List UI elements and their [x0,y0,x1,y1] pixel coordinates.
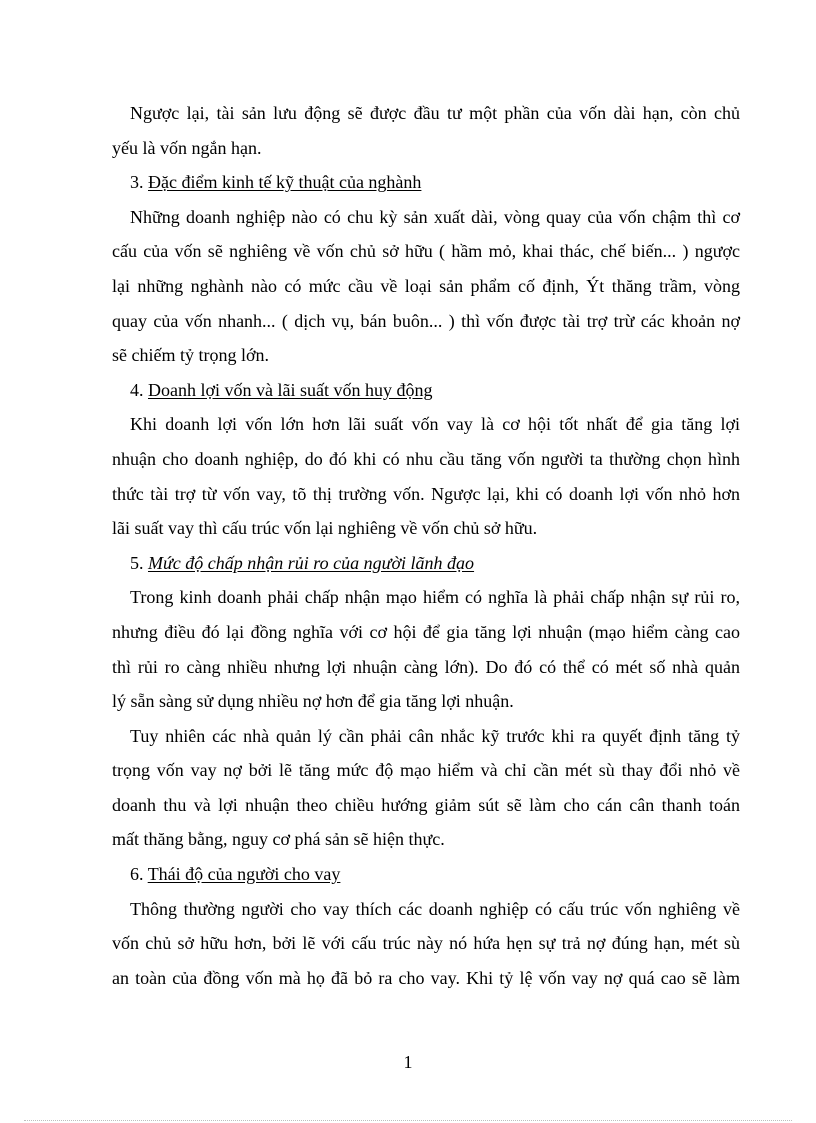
paragraph-line: lãi suất vay thì cấu trúc vốn lại nghiêng về vốn chủ sở hữu. [112,518,538,539]
section-heading-number: 6. [130,864,144,885]
paragraph-line: yếu là vốn ngắn hạn. [112,137,262,158]
document-body [112,96,740,995]
section-heading-number: 3. [130,172,144,193]
section-heading [112,857,740,892]
paragraph-line: trọng vốn vay nợ bởi lẽ tăng mức độ mạo hiểm và chỉ cần mét sù thay đổi nhỏ về [112,760,740,781]
section-heading-title: Doanh lợi vốn và lãi suất vốn huy động [148,379,433,400]
section-heading [112,546,740,581]
paragraph-line: an toàn của đồng vốn mà họ đã bỏ ra cho vay. Khi tỷ lệ vốn vay nợ quá cao sẽ làm [112,967,740,988]
section-heading [112,373,740,408]
paragraph-line: cấu của vốn sẽ nghiêng về vốn chủ sở hữu ( hầm mỏ, khai thác, chế biến... ) ngược [112,241,740,262]
section-heading-title: Mức độ chấp nhận rủi ro của người lãnh đạo [148,552,475,573]
section-heading-number: 5. [130,552,144,573]
paragraph-line: sẽ chiếm tỷ trọng lớn. [112,345,269,366]
paragraph-line: vốn chủ sở hữu hơn, bởi lẽ với cấu trúc này nó hứa hẹn sự trả nợ đúng hạn, mét sù [112,933,740,954]
paragraph-line: doanh thu và lợi nhuận theo chiều hướng giảm sút sẽ làm cho cán cân thanh toán [112,794,740,815]
section-heading [112,165,740,200]
paragraph-line: Trong kinh doanh phải chấp nhận mạo hiểm có nghĩa là phải chấp nhận sự rủi ro, [130,587,740,608]
section-heading-title: Thái độ của người cho vay [147,864,341,885]
paragraph-line: Ngược lại, tài sản lưu động sẽ được đầu tư một phần của vốn dài hạn, còn chủ [130,103,740,123]
paragraph-line: nhưng điều đó lại đồng nghĩa với cơ hội để gia tăng lợi nhuận (mạo hiểm càng cao [112,621,740,642]
paragraph-line: thức tài trợ từ vốn vay, tõ thị trường vốn. Ngược lại, khi có doanh lợi vốn nhỏ hơn [112,483,740,504]
paragraph-line: lại những nghành nào có mức cầu về loại sản phẩm cố định, Ýt thăng trầm, vòng [112,275,740,296]
paragraph-line: lý sẵn sàng sử dụng nhiều nợ hơn để gia tăng lợi nhuận. [112,691,514,712]
paragraph-line: Khi doanh lợi vốn lớn hơn lãi suất vốn vay là cơ hội tốt nhất để gia tăng lợi [130,414,740,435]
section-heading-title: Đặc điểm kinh tế kỹ thuật của nghành [148,172,422,193]
paragraph-line: Tuy nhiên các nhà quản lý cần phải cân nhắc kỹ trước khi ra quyết định tăng tỷ [130,725,740,746]
paragraph-line: nhuận cho doanh nghiệp, do đó khi có nhu cầu tăng vốn người ta thường chọn hình [112,448,740,469]
paragraph-line: Những doanh nghiệp nào có chu kỳ sản xuất dài, vòng quay của vốn chậm thì cơ [130,206,740,227]
paragraph-line: thì rủi ro càng nhiều nhưng lợi nhuận càng lớn). Do đó có thể có mét số nhà quản [112,656,740,677]
footer-dotted-rule [24,1120,792,1121]
paragraph-line: Thông thường người cho vay thích các doanh nghiệp có cấu trúc vốn nghiêng về [130,898,740,919]
paragraph-line: mất thăng bằng, nguy cơ phá sản sẽ hiện thực. [112,829,445,850]
paragraph-line: quay của vốn nhanh... ( dịch vụ, bán buôn... ) thì vốn được tài trợ trừ các khoản nợ [112,310,740,331]
page-number: 1 [403,1052,413,1072]
section-heading-number: 4. [130,379,144,400]
